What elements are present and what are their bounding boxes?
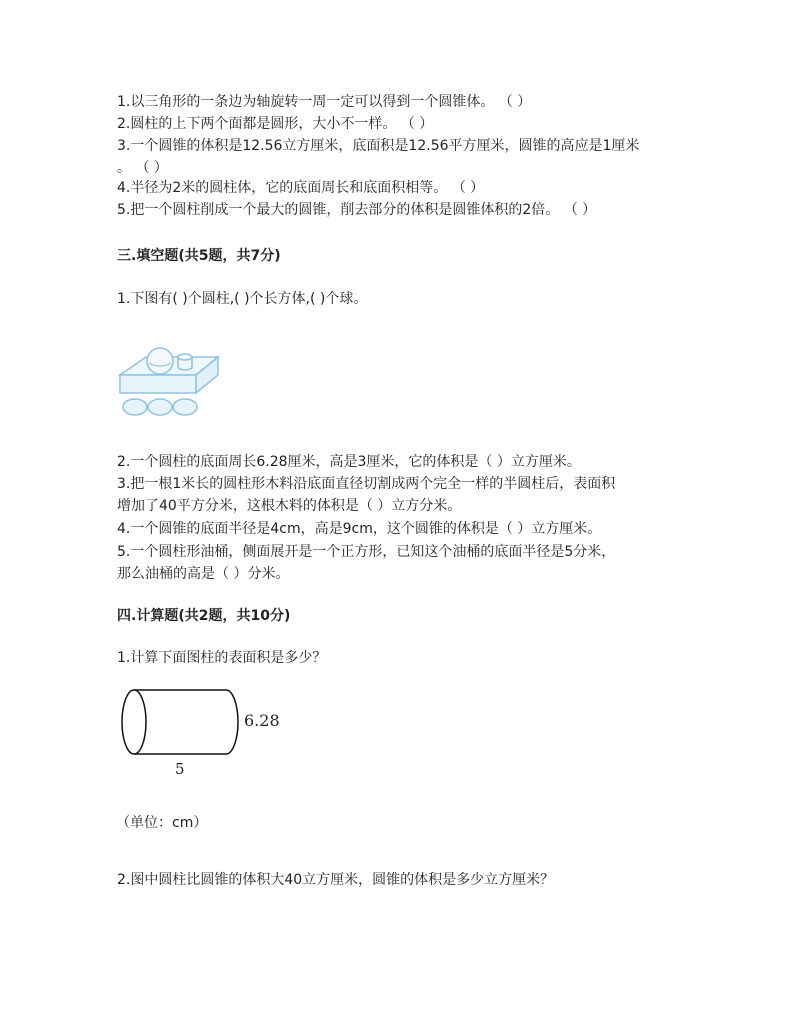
calc-question-1: 1.计算下面图柱的表面积是多少？ xyxy=(117,650,327,666)
judge-question-3-line-2: 。 （ ） xyxy=(117,160,168,176)
fill-question-3-line-2: 增加了40平方分米，这根木料的体积是（ ）立方分米。 xyxy=(117,498,462,514)
judge-question-2: 2.圆柱的上下两个面都是圆形，大小不一样。 （ ） xyxy=(117,116,434,132)
bottom-sphere-middle xyxy=(148,399,172,415)
cylinder-figure xyxy=(118,686,242,758)
fill-section-heading: 三.填空题(共5题，共7分) xyxy=(117,248,281,264)
cylinder-height-label: 6.28 xyxy=(244,711,280,730)
judge-question-3-line-1: 3.一个圆锥的体积是12.56立方厘米，底面积是12.56平方厘米，圆锥的高应是1厘米 xyxy=(117,138,640,154)
fill-question-4: 4.一个圆锥的底面半径是4cm，高是9cm，这个圆锥的体积是（ ）立方厘米。 xyxy=(117,521,602,537)
calc-question-2: 2.图中圆柱比圆锥的体积大40立方厘米，圆锥的体积是多少立方厘米？ xyxy=(117,872,555,888)
bottom-sphere-right xyxy=(173,399,197,415)
judge-question-1: 1.以三角形的一条边为轴旋转一周一定可以得到一个圆锥体。 （ ） xyxy=(117,94,532,110)
cuboid-front-face xyxy=(120,375,196,393)
bottom-sphere-left xyxy=(123,399,147,415)
cylinder-length-label: 5 xyxy=(175,760,185,778)
judge-question-5: 5.把一个圆柱削成一个最大的圆锥，削去部分的体积是圆锥体积的2倍。 （ ） xyxy=(117,202,597,218)
unit-note: （单位：cm） xyxy=(116,815,208,831)
fill-question-5-line-1: 5.一个圆柱形油桶，侧面展开是一个正方形，已知这个油桶的底面半径是5分米， xyxy=(117,544,616,560)
fill-question-5-line-2: 那么油桶的高是（ ）分米。 xyxy=(117,566,290,582)
shapes-figure xyxy=(116,345,224,417)
top-sphere xyxy=(147,348,173,374)
fill-question-2: 2.一个圆柱的底面周长6.28厘米，高是3厘米，它的体积是（ ）立方厘米。 xyxy=(117,454,581,470)
cylinder-left-end xyxy=(122,690,146,754)
fill-question-3-line-1: 3.把一根1米长的圆柱形木料沿底面直径切割成两个完全一样的半圆柱后，表面积 xyxy=(117,476,616,492)
fill-question-1: 1.下图有( )个圆柱,( )个长方体,( )个球。 xyxy=(117,291,368,307)
judge-question-4: 4.半径为2米的圆柱体，它的底面周长和底面积相等。 （ ） xyxy=(117,180,485,196)
calc-section-heading: 四.计算题(共2题，共10分) xyxy=(117,608,291,624)
cylinder-right-end xyxy=(226,690,238,754)
